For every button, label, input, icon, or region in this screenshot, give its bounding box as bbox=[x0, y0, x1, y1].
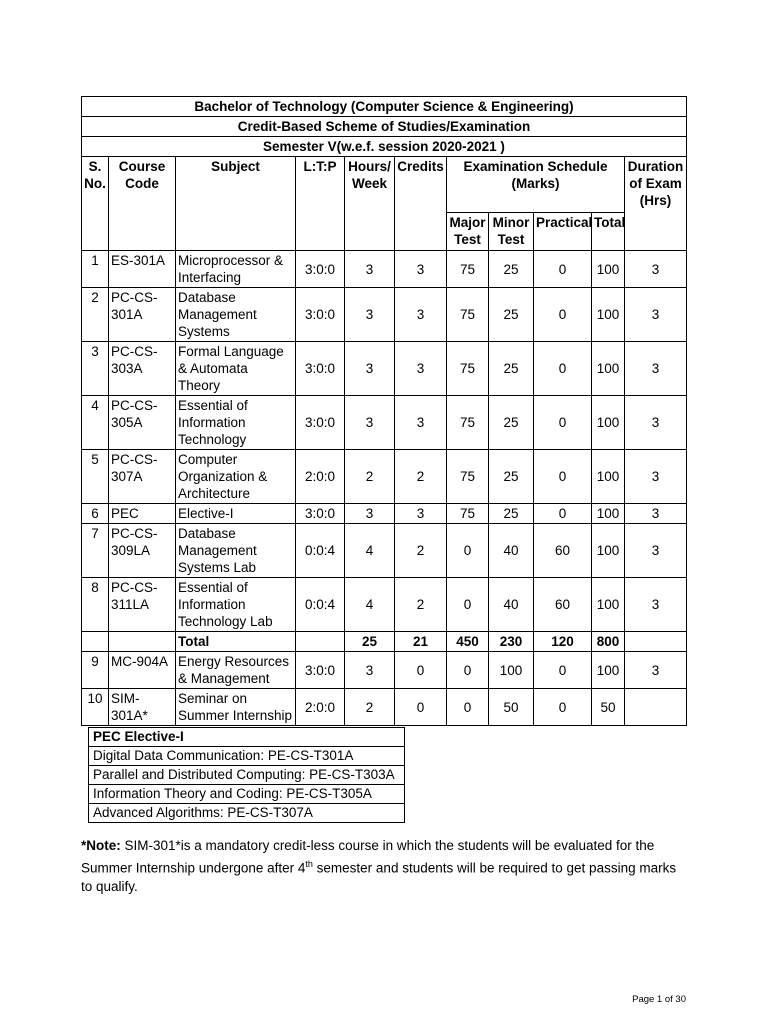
title-line3: Semester V(w.e.f. session 2020-2021 ) bbox=[82, 137, 687, 157]
row-practical: 0 bbox=[534, 396, 592, 450]
total-row bbox=[82, 632, 687, 652]
note-text-end: semester and students will be required to get passing marks to qualify. bbox=[81, 860, 677, 894]
scheme-table bbox=[81, 96, 687, 726]
row-subject: Elective-I bbox=[176, 504, 296, 524]
row-total: 100 bbox=[592, 524, 625, 578]
row-practical: 0 bbox=[534, 288, 592, 342]
row-total: 100 bbox=[592, 251, 625, 288]
footnote bbox=[81, 837, 691, 896]
row-duration: 3 bbox=[625, 396, 687, 450]
row-credits: 3 bbox=[395, 504, 447, 524]
row-duration: 3 bbox=[625, 578, 687, 632]
row-minor: 25 bbox=[489, 288, 534, 342]
row-credits: 3 bbox=[395, 342, 447, 396]
table-row bbox=[82, 689, 687, 726]
row-ltp: 3:0:0 bbox=[296, 652, 345, 689]
row-minor: 25 bbox=[489, 450, 534, 504]
header-code: Course Code bbox=[109, 157, 176, 251]
row-code: PC-CS-305A bbox=[109, 396, 176, 450]
row-minor: 25 bbox=[489, 342, 534, 396]
row-hours: 2 bbox=[345, 450, 395, 504]
pec-item: Information Theory and Coding: PE-CS-T305A bbox=[89, 785, 405, 804]
header-hours: Hours/ Week bbox=[345, 157, 395, 251]
row-total: 100 bbox=[592, 288, 625, 342]
page-number: Page 1 of 30 bbox=[632, 994, 686, 1005]
header-major: Major Test bbox=[447, 213, 489, 251]
row-subject: Computer Organization & Architecture bbox=[176, 450, 296, 504]
row-practical: 0 bbox=[534, 689, 592, 726]
row-ltp: 2:0:0 bbox=[296, 450, 345, 504]
row-major: 75 bbox=[447, 504, 489, 524]
row-subject: Essential of Information Technology Lab bbox=[176, 578, 296, 632]
table-row bbox=[82, 288, 687, 342]
row-practical: 0 bbox=[534, 652, 592, 689]
row-hours: 2 bbox=[345, 689, 395, 726]
row-minor: 100 bbox=[489, 652, 534, 689]
row-ltp: 3:0:0 bbox=[296, 342, 345, 396]
pec-title: PEC Elective-I bbox=[89, 728, 405, 747]
row-duration: 3 bbox=[625, 342, 687, 396]
row-hours: 3 bbox=[345, 342, 395, 396]
row-subject: Energy Resources & Management bbox=[176, 652, 296, 689]
row-major: 75 bbox=[447, 450, 489, 504]
total-practical: 120 bbox=[534, 632, 592, 652]
header-total: Total bbox=[592, 213, 625, 251]
row-subject: Formal Language & Automata Theory bbox=[176, 342, 296, 396]
row-major: 75 bbox=[447, 396, 489, 450]
row-subject: Seminar on Summer Internship bbox=[176, 689, 296, 726]
row-total: 100 bbox=[592, 504, 625, 524]
row-subject: Database Management Systems Lab bbox=[176, 524, 296, 578]
row-sno: 3 bbox=[82, 342, 109, 396]
row-credits: 2 bbox=[395, 578, 447, 632]
row-practical: 60 bbox=[534, 578, 592, 632]
row-subject: Database Management Systems bbox=[176, 288, 296, 342]
total-hours: 25 bbox=[345, 632, 395, 652]
row-minor: 25 bbox=[489, 504, 534, 524]
row-credits: 2 bbox=[395, 450, 447, 504]
row-total: 100 bbox=[592, 578, 625, 632]
row-practical: 0 bbox=[534, 450, 592, 504]
row-total: 50 bbox=[592, 689, 625, 726]
row-credits: 2 bbox=[395, 524, 447, 578]
pec-item: Digital Data Communication: PE-CS-T301A bbox=[89, 747, 405, 766]
row-duration: 3 bbox=[625, 652, 687, 689]
row-hours: 3 bbox=[345, 396, 395, 450]
row-ltp: 3:0:0 bbox=[296, 251, 345, 288]
row-credits: 3 bbox=[395, 396, 447, 450]
header-credits: Credits bbox=[395, 157, 447, 251]
note-label: *Note: bbox=[81, 838, 121, 853]
note-sup: th bbox=[305, 859, 313, 869]
row-major: 0 bbox=[447, 652, 489, 689]
total-minor: 230 bbox=[489, 632, 534, 652]
row-ltp: 2:0:0 bbox=[296, 689, 345, 726]
row-sno: 8 bbox=[82, 578, 109, 632]
row-practical: 0 bbox=[534, 251, 592, 288]
total-marks: 800 bbox=[592, 632, 625, 652]
table-row bbox=[82, 578, 687, 632]
row-major: 75 bbox=[447, 251, 489, 288]
table-row bbox=[82, 251, 687, 288]
row-duration: 3 bbox=[625, 450, 687, 504]
row-sno: 7 bbox=[82, 524, 109, 578]
row-code: PC-CS-311LA bbox=[109, 578, 176, 632]
row-practical: 0 bbox=[534, 342, 592, 396]
row-code: PC-CS-301A bbox=[109, 288, 176, 342]
row-credits: 3 bbox=[395, 288, 447, 342]
row-ltp: 3:0:0 bbox=[296, 396, 345, 450]
header-exam: Examination Schedule (Marks) bbox=[447, 157, 625, 213]
row-code: MC-904A bbox=[109, 652, 176, 689]
row-hours: 3 bbox=[345, 288, 395, 342]
total-label: Total bbox=[176, 632, 296, 652]
row-credits: 3 bbox=[395, 251, 447, 288]
row-hours: 3 bbox=[345, 251, 395, 288]
row-duration: 3 bbox=[625, 251, 687, 288]
row-major: 0 bbox=[447, 689, 489, 726]
table-row bbox=[82, 342, 687, 396]
row-sno: 4 bbox=[82, 396, 109, 450]
row-major: 75 bbox=[447, 288, 489, 342]
row-sno: 5 bbox=[82, 450, 109, 504]
row-ltp: 3:0:0 bbox=[296, 288, 345, 342]
note-text: SIM-301*is a mandatory credit-less course in which the students will be evaluated for the Summer Internship undergone after 4 bbox=[81, 838, 655, 876]
row-major: 75 bbox=[447, 342, 489, 396]
table-row bbox=[82, 524, 687, 578]
row-practical: 0 bbox=[534, 504, 592, 524]
row-total: 100 bbox=[592, 652, 625, 689]
row-duration: 3 bbox=[625, 504, 687, 524]
row-total: 100 bbox=[592, 450, 625, 504]
row-sno: 1 bbox=[82, 251, 109, 288]
row-practical: 60 bbox=[534, 524, 592, 578]
row-code: ES-301A bbox=[109, 251, 176, 288]
table-row bbox=[82, 450, 687, 504]
total-major: 450 bbox=[447, 632, 489, 652]
row-hours: 4 bbox=[345, 524, 395, 578]
header-sno: S. No. bbox=[82, 157, 109, 251]
row-duration: 3 bbox=[625, 524, 687, 578]
row-code: PC-CS-307A bbox=[109, 450, 176, 504]
title-line1: Bachelor of Technology (Computer Science & Engineering) bbox=[82, 97, 687, 117]
row-hours: 4 bbox=[345, 578, 395, 632]
row-code: SIM-301A* bbox=[109, 689, 176, 726]
row-credits: 0 bbox=[395, 689, 447, 726]
row-code: PEC bbox=[109, 504, 176, 524]
row-hours: 3 bbox=[345, 504, 395, 524]
row-major: 0 bbox=[447, 578, 489, 632]
row-minor: 25 bbox=[489, 396, 534, 450]
table-row bbox=[82, 396, 687, 450]
row-major: 0 bbox=[447, 524, 489, 578]
row-ltp: 0:0:4 bbox=[296, 578, 345, 632]
row-sno: 6 bbox=[82, 504, 109, 524]
row-total: 100 bbox=[592, 342, 625, 396]
row-code: PC-CS-309LA bbox=[109, 524, 176, 578]
row-code: PC-CS-303A bbox=[109, 342, 176, 396]
table-row bbox=[82, 652, 687, 689]
table-row bbox=[82, 504, 687, 524]
row-duration: 3 bbox=[625, 288, 687, 342]
row-minor: 40 bbox=[489, 578, 534, 632]
pec-item: Parallel and Distributed Computing: PE-CS-T303A bbox=[89, 766, 405, 785]
row-sno: 9 bbox=[82, 652, 109, 689]
row-sno: 2 bbox=[82, 288, 109, 342]
row-duration bbox=[625, 689, 687, 726]
row-ltp: 3:0:0 bbox=[296, 504, 345, 524]
pec-elective-table bbox=[88, 727, 405, 823]
header-subject: Subject bbox=[176, 157, 296, 251]
row-minor: 50 bbox=[489, 689, 534, 726]
pec-item: Advanced Algorithms: PE-CS-T307A bbox=[89, 804, 405, 823]
row-sno: 10 bbox=[82, 689, 109, 726]
row-credits: 0 bbox=[395, 652, 447, 689]
row-subject: Microprocessor & Interfacing bbox=[176, 251, 296, 288]
row-subject: Essential of Information Technology bbox=[176, 396, 296, 450]
title-line2: Credit-Based Scheme of Studies/Examination bbox=[82, 117, 687, 137]
header-ltp: L:T:P bbox=[296, 157, 345, 251]
total-credits: 21 bbox=[395, 632, 447, 652]
header-practical: Practical bbox=[534, 213, 592, 251]
row-hours: 3 bbox=[345, 652, 395, 689]
row-minor: 40 bbox=[489, 524, 534, 578]
header-duration: Duration of Exam (Hrs) bbox=[625, 157, 687, 251]
row-minor: 25 bbox=[489, 251, 534, 288]
row-ltp: 0:0:4 bbox=[296, 524, 345, 578]
header-minor: Minor Test bbox=[489, 213, 534, 251]
row-total: 100 bbox=[592, 396, 625, 450]
